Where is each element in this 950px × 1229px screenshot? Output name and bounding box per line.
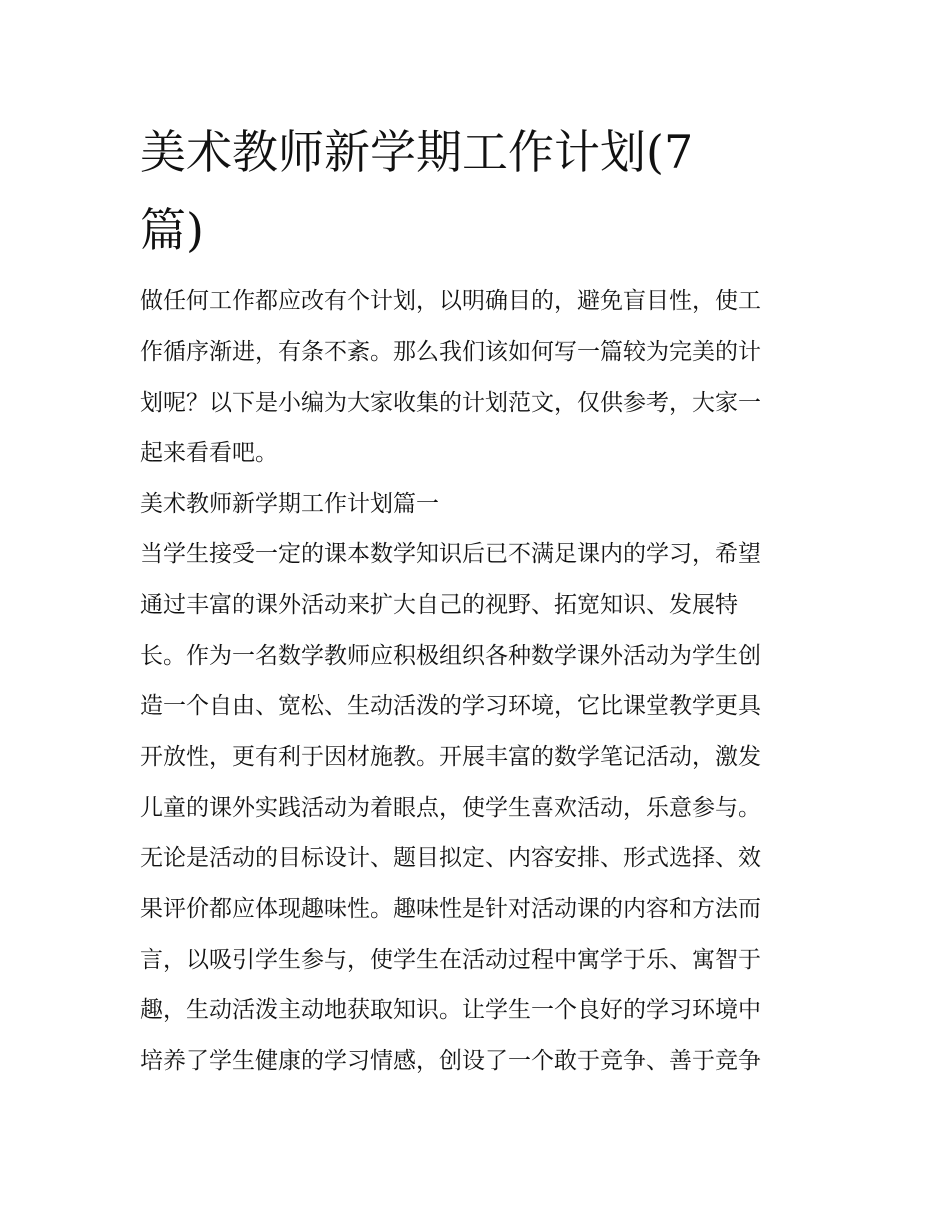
title-line-1: 美术教师新学期工作计划(7 <box>140 125 694 179</box>
intro-line: 作循序渐进，有条不紊。那么我们该如何写一篇较为完美的计 <box>140 339 761 365</box>
section-line: 言，以吸引学生参与，使学生在活动过程中寓学于乐、寓智于 <box>140 947 761 973</box>
section-line: 当学生接受一定的课本数学知识后已不满足课内的学习，希望 <box>140 541 761 567</box>
title-line-2: 篇) <box>140 203 204 257</box>
section-line: 无论是活动的目标设计、题目拟定、内容安排、形式选择、效 <box>140 845 761 871</box>
section-line: 趣，生动活泼主动地获取知识。让学生一个良好的学习环境中 <box>140 997 761 1023</box>
section-line: 培养了学生健康的学习情感，创设了一个敢于竞争、善于竞争 <box>140 1048 761 1074</box>
document-title <box>140 113 780 269</box>
intro-line: 起来看看吧。 <box>140 440 278 466</box>
section-heading: 美术教师新学期工作计划篇一 <box>140 491 439 517</box>
section-line: 果评价都应体现趣味性。趣味性是针对活动课的内容和方法而 <box>140 896 761 922</box>
section-line: 造一个自由、宽松、生动活泼的学习环境，它比课堂教学更具 <box>140 693 761 719</box>
intro-line: 做任何工作都应改有个计划，以明确目的，避免盲目性，使工 <box>140 288 761 314</box>
section-line: 儿童的课外实践活动为着眼点，使学生喜欢活动，乐意参与。 <box>140 795 761 821</box>
intro-line: 划呢？以下是小编为大家收集的计划范文，仅供参考，大家一 <box>140 390 761 416</box>
section-line: 长。作为一名数学教师应积极组织各种数学课外活动为学生创 <box>140 643 761 669</box>
section-line: 开放性，更有利于因材施教。开展丰富的数学笔记活动，激发 <box>140 744 761 770</box>
section-line: 通过丰富的课外活动来扩大自己的视野、拓宽知识、发展特 <box>140 592 738 618</box>
